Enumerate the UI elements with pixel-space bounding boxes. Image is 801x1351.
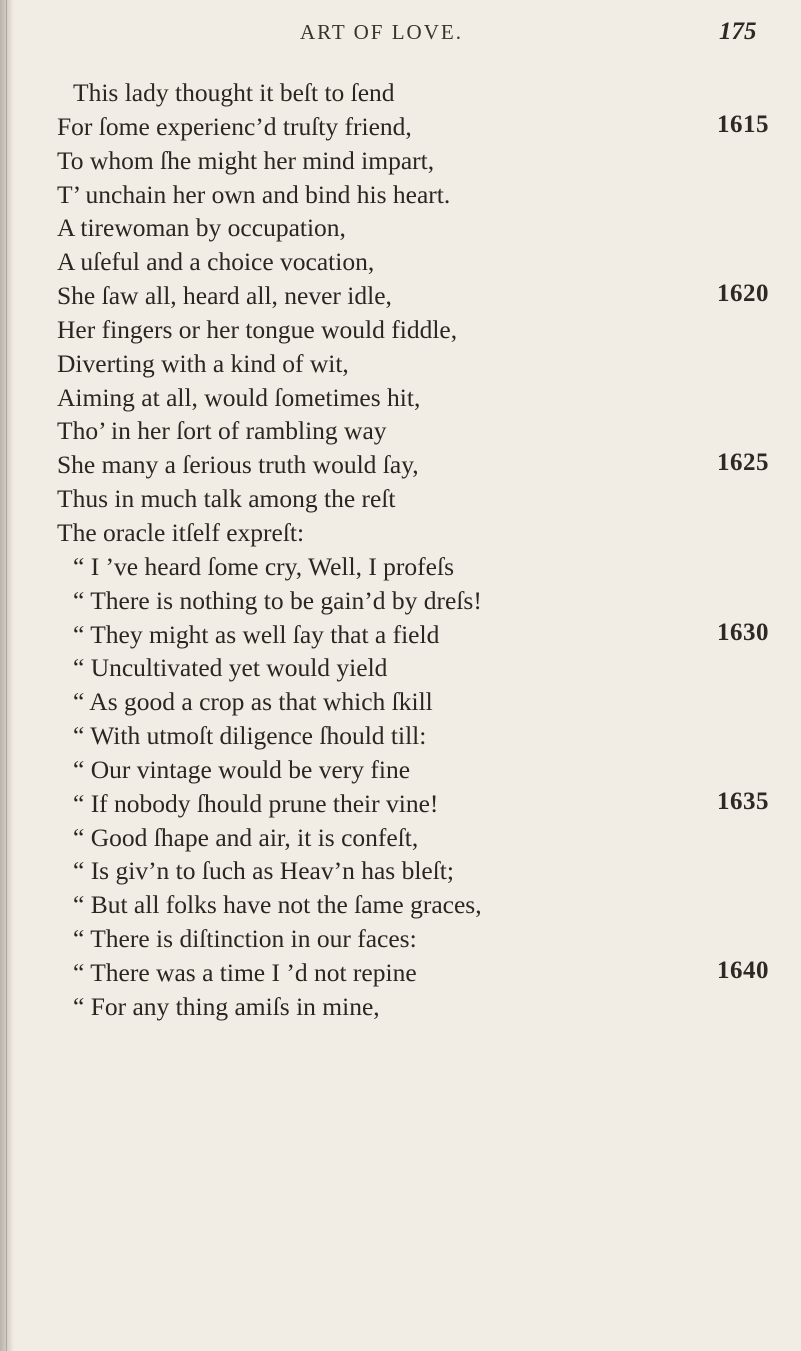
poem-line: A tirewoman by occupation, [57, 213, 346, 243]
poem-line: To whom ſhe might her mind impart, [57, 145, 435, 175]
poem-line: Aiming at all, would ſometimes hit, [57, 382, 421, 412]
poem-line: “ But all folks have not the ſame graces, [73, 890, 482, 920]
page-number: 175 [719, 18, 757, 45]
line-number: 1630 [717, 618, 769, 646]
poem-line: T’ unchain her own and bind his heart. [57, 179, 451, 209]
poem-line: A uſeful and a choice vocation, [57, 247, 375, 277]
poem-line: “ They might as well ſay that a field [73, 619, 440, 649]
line-number: 1625 [717, 449, 769, 477]
page-edge-shadow [0, 0, 14, 1351]
poem-line: “ I ’ve heard ſome cry, Well, I profeſs [73, 551, 454, 581]
running-head [0, 18, 801, 52]
poem-line: “ There was a time I ’d not repine [73, 957, 417, 987]
poem-line: “ Good ſhape and air, it is confeſt, [73, 822, 419, 852]
poem-line: This lady thought it beſt to ſend [73, 78, 395, 107]
poem-line: “ Uncultivated yet would yield [73, 653, 388, 683]
poem-line: Thus in much talk among the reſt [57, 484, 396, 514]
poem-line: Diverting with a kind of wit, [57, 348, 349, 378]
line-number: 1640 [717, 957, 769, 985]
line-number: 1620 [717, 280, 769, 308]
poem-line: “ As good a crop as that which ſkill [73, 687, 433, 717]
poem-line: “ There is diſtinction in our faces: [73, 924, 417, 954]
poem-line: “ With utmoſt diligence ſhould till: [73, 721, 427, 751]
running-head-title: ART OF LOVE. [300, 20, 463, 44]
poem-line: For ſome experienc’d truſty friend, [57, 111, 412, 141]
poem-line: The oracle itſelf expreſt: [57, 517, 305, 547]
poem-line: Tho’ in her ſort of rambling way [57, 416, 387, 446]
poem-line: “ Our vintage would be very fine [73, 754, 411, 784]
poem-line: “ If nobody ſhould prune their vine! [73, 788, 439, 818]
page-edge-line [6, 0, 7, 1351]
line-number: 1615 [717, 110, 769, 138]
poem-line: She many a ſerious truth would ſay, [57, 450, 419, 480]
line-number: 1635 [717, 787, 769, 815]
poem-line: “ Is giv’n to ſuch as Heav’n has bleſt; [73, 856, 454, 886]
poem-line: “ For any thing amiſs in mine, [73, 991, 380, 1021]
poem-line: “ There is nothing to be gain’d by dreſs! [73, 585, 482, 615]
poem-text-block [57, 76, 657, 1024]
poem-line: She ſaw all, heard all, never idle, [57, 281, 392, 311]
poem-line: Her fingers or her tongue would fiddle, [57, 314, 458, 344]
